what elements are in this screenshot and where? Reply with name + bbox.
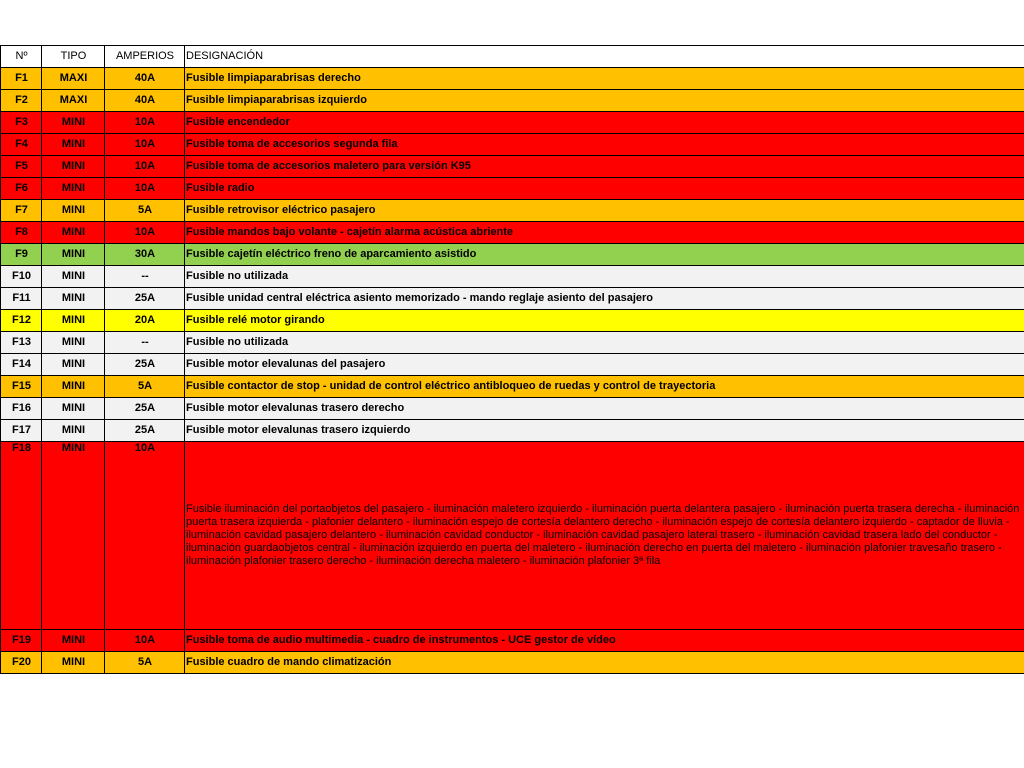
fuse-type: MAXI	[42, 68, 105, 90]
fuse-type: MINI	[42, 178, 105, 200]
header-amperios: AMPERIOS	[105, 46, 185, 68]
fuse-number: F9	[1, 244, 42, 266]
fuse-amperage: 10A	[105, 222, 185, 244]
table-row	[1, 630, 1024, 652]
fuse-number: F1	[1, 68, 42, 90]
fuse-number: F5	[1, 156, 42, 178]
table-row	[1, 310, 1024, 332]
fuse-designation: Fusible cuadro de mando climatización	[185, 652, 1024, 674]
fuse-type: MINI	[42, 630, 105, 652]
fuse-number: F10	[1, 266, 42, 288]
fuse-designation: Fusible relé motor girando	[185, 310, 1024, 332]
table-row	[1, 112, 1024, 134]
table-row	[1, 134, 1024, 156]
fuse-amperage: 10A	[105, 178, 185, 200]
fuse-type: MINI	[42, 652, 105, 674]
fuse-amperage: 25A	[105, 420, 185, 442]
table-row	[1, 90, 1024, 112]
fuse-number: F3	[1, 112, 42, 134]
fuse-designation: Fusible toma de accesorios maletero para versión K95	[185, 156, 1024, 178]
fuse-amperage: 20A	[105, 310, 185, 332]
fuse-amperage: 10A	[105, 156, 185, 178]
fuse-number: F16	[1, 398, 42, 420]
table-row	[1, 68, 1024, 90]
fuse-amperage: 10A	[105, 442, 185, 630]
fuse-number: F17	[1, 420, 42, 442]
fuse-designation: Fusible motor elevalunas trasero derecho	[185, 398, 1024, 420]
fuse-designation: Fusible no utilizada	[185, 266, 1024, 288]
fuse-amperage: 5A	[105, 652, 185, 674]
fuse-amperage: --	[105, 332, 185, 354]
fuse-table	[0, 45, 1024, 674]
table-row	[1, 398, 1024, 420]
fuse-designation: Fusible iluminación del portaobjetos del pasajero - iluminación maletero izquierdo - iluminación puerta delantera pasajero - iluminación puerta trasera derecha - iluminación puerta trasera izquierda - plafonier delantero - iluminación espejo de cortesía delantero derecho - iluminación espejo de cortesía delantero izquierdo - captador de lluvia - iluminación cavidad pasajero delantero - iluminación cavidad conductor - iluminación cavidad pasajero lateral trasero - iluminación cavidad trasera lado del conductor - iluminación guardaobjetos central - iluminación izquierdo en puerta del maletero - iluminación derecho en puerta del maletero - iluminación plafonier travesaño trasero - iluminación plafonier trasero derecho - iluminación derecha maletero - iluminación plafonier 3ª fila	[185, 442, 1024, 630]
fuse-number: F15	[1, 376, 42, 398]
fuse-type: MINI	[42, 222, 105, 244]
fuse-designation: Fusible cajetín eléctrico freno de aparcamiento asistido	[185, 244, 1024, 266]
fuse-type: MINI	[42, 156, 105, 178]
fuse-designation: Fusible motor elevalunas trasero izquierdo	[185, 420, 1024, 442]
fuse-amperage: 25A	[105, 354, 185, 376]
fuse-designation: Fusible contactor de stop - unidad de control eléctrico antibloqueo de ruedas y control de trayectoria	[185, 376, 1024, 398]
fuse-number: F20	[1, 652, 42, 674]
table-row	[1, 442, 1024, 630]
fuse-type: MINI	[42, 266, 105, 288]
fuse-amperage: 5A	[105, 376, 185, 398]
fuse-amperage: 10A	[105, 112, 185, 134]
fuse-number: F7	[1, 200, 42, 222]
table-row	[1, 178, 1024, 200]
fuse-amperage: 10A	[105, 630, 185, 652]
fuse-designation: Fusible retrovisor eléctrico pasajero	[185, 200, 1024, 222]
fuse-number: F19	[1, 630, 42, 652]
fuse-amperage: 40A	[105, 90, 185, 112]
fuse-type: MINI	[42, 200, 105, 222]
fuse-designation: Fusible limpiaparabrisas izquierdo	[185, 90, 1024, 112]
table-row	[1, 354, 1024, 376]
fuse-designation: Fusible toma de audio multimedia - cuadro de instrumentos - UCE gestor de vídeo	[185, 630, 1024, 652]
fuse-number: F4	[1, 134, 42, 156]
fuse-number: F12	[1, 310, 42, 332]
fuse-designation: Fusible no utilizada	[185, 332, 1024, 354]
table-row	[1, 244, 1024, 266]
fuse-number: F8	[1, 222, 42, 244]
fuse-designation: Fusible toma de accesorios segunda fila	[185, 134, 1024, 156]
table-row	[1, 200, 1024, 222]
table-row	[1, 332, 1024, 354]
fuse-type: MINI	[42, 244, 105, 266]
fuse-number: F11	[1, 288, 42, 310]
fuse-amperage: 40A	[105, 68, 185, 90]
fuse-type: MINI	[42, 332, 105, 354]
fuse-number: F6	[1, 178, 42, 200]
table-row	[1, 376, 1024, 398]
fuse-type: MINI	[42, 398, 105, 420]
fuse-amperage: 25A	[105, 398, 185, 420]
table-row	[1, 652, 1024, 674]
fuse-amperage: 10A	[105, 134, 185, 156]
fuse-type: MINI	[42, 442, 105, 630]
fuse-type: MAXI	[42, 90, 105, 112]
table-row	[1, 222, 1024, 244]
fuse-number: F18	[1, 442, 42, 630]
fuse-designation: Fusible encendedor	[185, 112, 1024, 134]
fuse-number: F2	[1, 90, 42, 112]
fuse-amperage: 30A	[105, 244, 185, 266]
fuse-designation: Fusible mandos bajo volante - cajetín alarma acústica abriente	[185, 222, 1024, 244]
fuse-type: MINI	[42, 420, 105, 442]
header-tipo: TIPO	[42, 46, 105, 68]
fuse-designation: Fusible radio	[185, 178, 1024, 200]
header-row	[1, 46, 1024, 68]
fuse-designation: Fusible limpiaparabrisas derecho	[185, 68, 1024, 90]
fuse-number: F13	[1, 332, 42, 354]
header-num: Nº	[1, 46, 42, 68]
table-row	[1, 420, 1024, 442]
fuse-amperage: 5A	[105, 200, 185, 222]
table-row	[1, 266, 1024, 288]
table-row	[1, 156, 1024, 178]
fuse-number: F14	[1, 354, 42, 376]
fuse-type: MINI	[42, 310, 105, 332]
fuse-designation: Fusible motor elevalunas del pasajero	[185, 354, 1024, 376]
fuse-type: MINI	[42, 112, 105, 134]
fuse-amperage: --	[105, 266, 185, 288]
fuse-type: MINI	[42, 134, 105, 156]
fuse-type: MINI	[42, 288, 105, 310]
fuse-type: MINI	[42, 376, 105, 398]
fuse-designation: Fusible unidad central eléctrica asiento memorizado - mando reglaje asiento del pasajero	[185, 288, 1024, 310]
fuse-type: MINI	[42, 354, 105, 376]
fuse-amperage: 25A	[105, 288, 185, 310]
table-row	[1, 288, 1024, 310]
header-designacion: DESIGNACIÓN	[185, 46, 1024, 68]
